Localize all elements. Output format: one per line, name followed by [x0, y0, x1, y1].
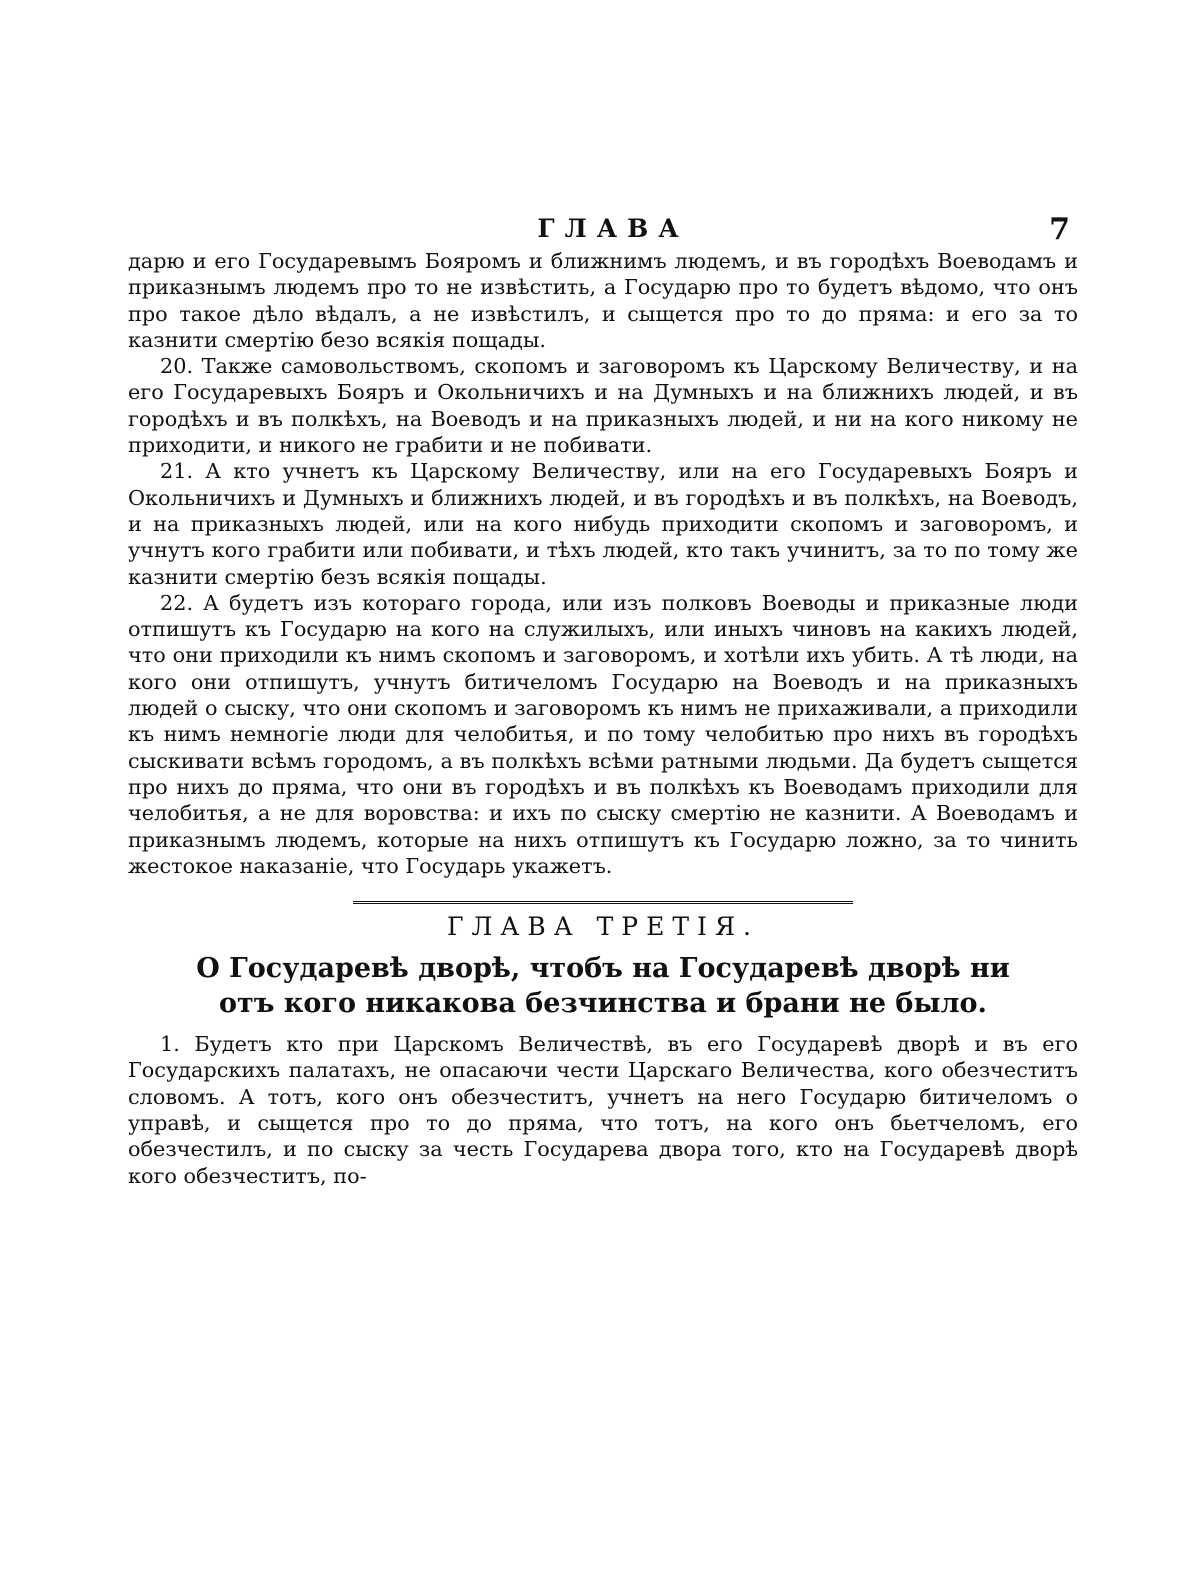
paragraph-21: 21. А кто учнетъ къ Царскому Величеству, или на его Государевыхъ Бояръ и Окольничихъ и Думныхъ и ближнихъ людей, и въ городѣхъ и въ полкѣхъ, на Воеводъ, и на приказныхъ людей, или на кого нибудь приходити скопомъ и заговоромъ, и учнутъ кого грабити или побивати, и тѣхъ людей, кто такъ учинитъ, за то по тому же казнити смертію безъ всякія пощады.: [128, 459, 1078, 589]
running-head-title: ГЛАВА: [537, 214, 689, 243]
section-divider: [353, 901, 853, 904]
paragraph-20: 20. Также самовольствомъ, скопомъ и заговоромъ къ Царскому Величеству, и на его Государевыхъ Бояръ и Окольничихъ и на Думныхъ и на ближнихъ людей, и въ городѣхъ и въ полкѣхъ, на Воеводъ и на приказныхъ людей, и ни на кого никому не приходити, и никого не грабити и не побивати.: [128, 354, 1078, 458]
chapter-title: ГЛАВА ТРЕТІЯ.: [446, 912, 760, 942]
paragraph-22: 22. А будетъ изъ котораго города, или изъ полковъ Воеводы и приказные люди отпишутъ къ Государю на кого на служилыхъ, или иныхъ чиновъ на какихъ людей, что они приходили къ нимъ скопомъ и заговоромъ, и хотѣли ихъ убить. А тѣ люди, на кого они отпишутъ, учнутъ битичеломъ Государю на Воеводъ и на приказныхъ людей о сыску, что они скопомъ и заговоромъ къ нимъ не прихаживали, а приходили къ нимъ немногіе люди для челобитья, и по тому челобитью про нихъ въ городѣхъ сыскивати всѣмъ городомъ, а въ полкѣхъ всѣми ратными людьми. Да будетъ сыщется про нихъ до пряма, что они въ городѣхъ и въ полкѣхъ къ Воеводамъ приходили для челобитья, а не для воровства: и ихъ по сыску смертію не казнити. А Воеводамъ и приказнымъ людемъ, которые на нихъ отпишутъ къ Государю ложно, за то чинить жестокое наказаніе, что Государь укажетъ.: [128, 590, 1078, 878]
paragraph-1: 1. Будетъ кто при Царскомъ Величествѣ, въ его Государевѣ дворѣ и въ его Государскихъ палатахъ, не опасаючи чести Царскаго Величества, кого обезчеститъ словомъ. А тотъ, кого онъ обезчеститъ, учнетъ на него Государю битичеломъ о управѣ, и сыщется про то до пряма, что тотъ, на кого онъ бьетчеломъ, его обезчестилъ, и по сыску за честь Государева двора того, кто на Государевѣ дворѣ кого обезчеститъ, по-: [128, 1032, 1078, 1188]
chapter-three-body: [128, 1031, 1078, 1189]
chapter-two-continuation: [128, 248, 1078, 879]
page-number: 7: [1049, 212, 1070, 247]
chapter-subtitle: О Государевѣ дворѣ, чтобъ на Государевѣ дворѣ ни отъ кого никакова безчинства и брани не было.: [196, 953, 1010, 1020]
book-page: [128, 214, 1078, 1189]
paragraph-continuation: дарю и его Государевымъ Бояромъ и ближнимъ людемъ, и въ городѣхъ Воеводамъ и приказнымъ людемъ про то не извѣстить, а Государю про то будетъ вѣдомо, что онъ про такое дѣло вѣдалъ, а не извѣстилъ, и сыщется про то до пряма: и его за то казнити смертію безо всякія пощады.: [128, 249, 1078, 352]
running-head: [128, 214, 1078, 248]
